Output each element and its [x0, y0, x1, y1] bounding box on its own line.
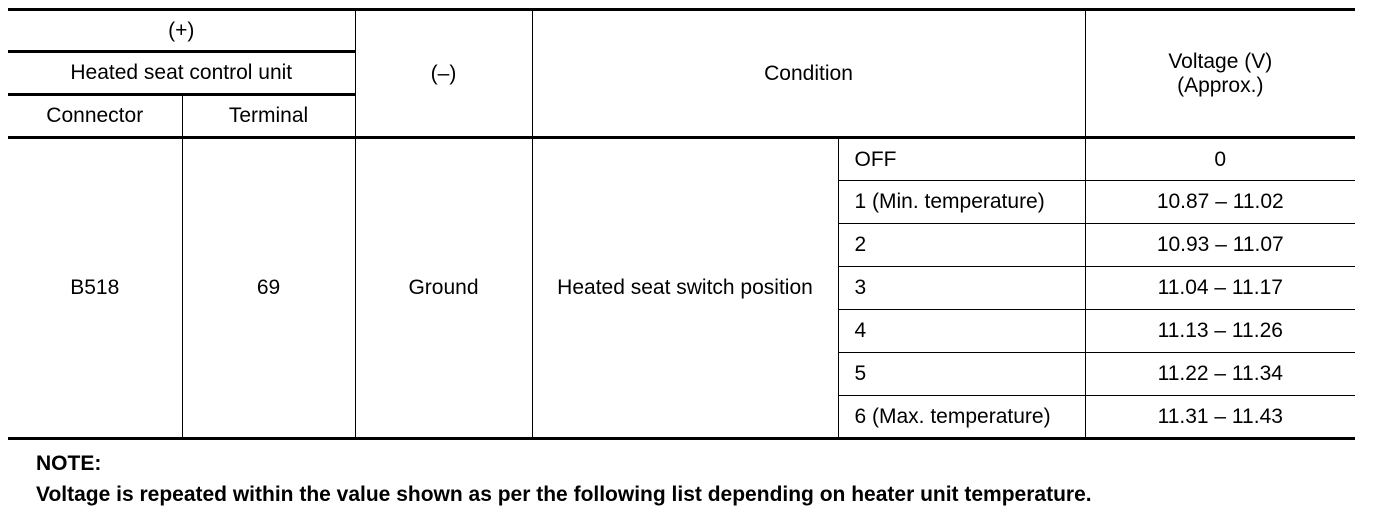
switch-position: 2 [838, 224, 1085, 267]
voltage-value: 10.93 – 11.07 [1085, 224, 1355, 267]
voltage-value: 11.13 – 11.26 [1085, 310, 1355, 353]
voltage-value: 11.31 – 11.43 [1085, 396, 1355, 439]
switch-position: 1 (Min. temperature) [838, 181, 1085, 224]
switch-position: 6 (Max. temperature) [838, 396, 1085, 439]
voltage-value: 10.87 – 11.02 [1085, 181, 1355, 224]
switch-position: 5 [838, 353, 1085, 396]
voltage-spec-table [8, 8, 1355, 440]
header-control-unit: Heated seat control unit [8, 52, 355, 95]
cell-connector: B518 [8, 138, 182, 439]
cell-ground: Ground [355, 138, 532, 439]
voltage-value: 0 [1085, 138, 1355, 181]
header-voltage-unit: Voltage (V) [1168, 49, 1273, 73]
note-block [36, 448, 1092, 510]
switch-position: 4 [838, 310, 1085, 353]
note-text: Voltage is repeated within the value shown as per the following list depending on heater unit temperature. [36, 483, 1092, 506]
cell-condition: Heated seat switch position [532, 138, 838, 439]
header-voltage [1085, 10, 1355, 138]
switch-position: OFF [838, 138, 1085, 181]
note-title: NOTE: [36, 452, 102, 475]
header-terminal: Terminal [182, 95, 355, 138]
header-plus: (+) [8, 10, 355, 52]
header-condition: Condition [532, 10, 1085, 138]
header-minus: (–) [355, 10, 532, 138]
voltage-value: 11.22 – 11.34 [1085, 353, 1355, 396]
voltage-value: 11.04 – 11.17 [1085, 267, 1355, 310]
cell-terminal: 69 [182, 138, 355, 439]
header-connector: Connector [8, 95, 182, 138]
switch-position: 3 [838, 267, 1085, 310]
header-voltage-approx: (Approx.) [1177, 73, 1264, 97]
